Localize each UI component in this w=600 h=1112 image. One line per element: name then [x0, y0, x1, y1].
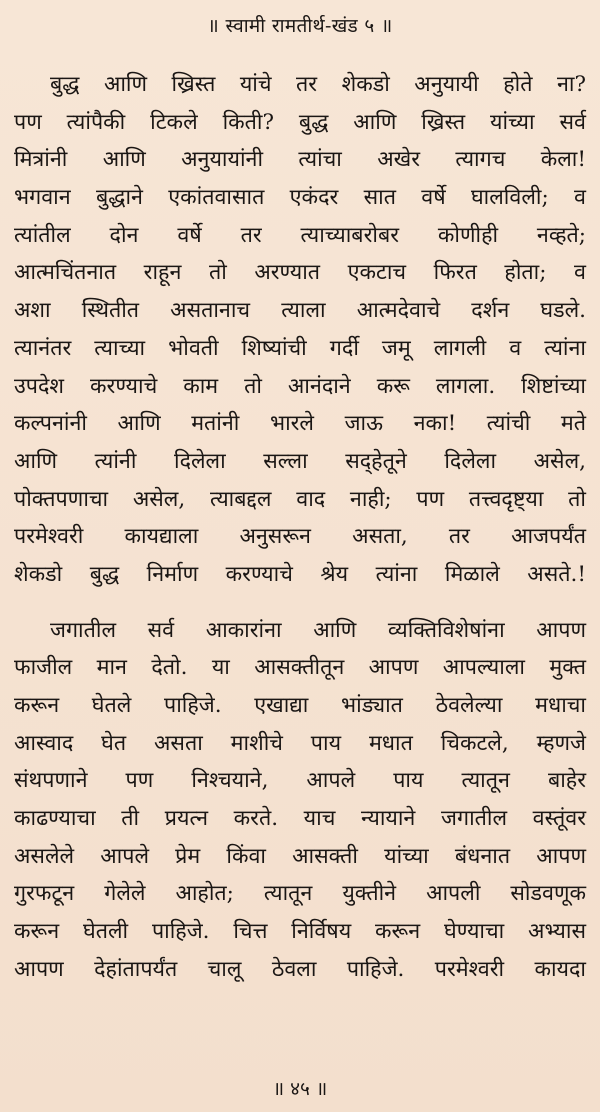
- text-line: जगातील सर्व आकारांना आणि व्यक्तिविशेषांना आपण: [50, 617, 586, 643]
- text-line: आस्वाद घेत असता माशीचे पाय मधात चिकटले, म्हणजे: [14, 730, 586, 756]
- text-line: कल्पनांनी आणि मतांनी भारले जाऊ नका! त्यांची मते: [14, 411, 586, 437]
- text-line: गुरफटून गेलेले आहोत; त्यातून युक्तीने आपली सोडवणूक: [14, 881, 586, 907]
- text-line: पण त्यांपैकी टिकले किती? बुद्ध आणि ख्रिस्त यांच्या सर्व: [14, 109, 586, 135]
- text-line: फाजील मान देतो. या आसक्तीतून आपण आपल्याला मुक्त: [14, 655, 586, 681]
- paragraph-gap: [14, 594, 586, 612]
- text-line: आपण देहांतापर्यंत चालू ठेवला पाहिजे. परमेश्वरी कायदा: [14, 956, 586, 982]
- text-line: मित्रांनी आणि अनुयायांनी त्यांचा अखेर त्यागच केला!: [14, 147, 586, 173]
- text-line: भगवान बुद्धाने एकांतवासात एकंदर सात वर्षे घालविली; व: [14, 185, 586, 211]
- text-line: त्यांतील दोन वर्षे तर त्याच्याबरोबर कोणीही नव्हते;: [14, 222, 586, 248]
- text-line: आत्मचिंतनात राहून तो अरण्यात एकटाच फिरत होता; व: [14, 260, 586, 286]
- paragraph-1: [14, 66, 586, 594]
- running-header: ॥ स्वामी रामतीर्थ-खंड ५ ॥: [207, 15, 393, 37]
- text-line: बुद्ध आणि ख्रिस्त यांचे तर शेकडो अनुयायी होते ना?: [50, 72, 586, 97]
- text-line: पोक्तपणाचा असेल, त्याबद्दल वाद नाही; पण तत्त्वदृष्ट्या तो: [14, 486, 586, 512]
- text-line: शेकडो बुद्ध निर्माण करण्याचे श्रेय त्यांना मिळाले असते.!: [14, 561, 586, 587]
- text-line: करून घेतले पाहिजे. एखाद्या भांड्यात ठेवलेल्या मधाचा: [14, 693, 586, 718]
- body-text: [14, 66, 586, 989]
- paragraph-2: [14, 612, 586, 989]
- text-line: त्यानंतर त्याच्या भोवती शिष्यांची गर्दी जमू लागली व त्यांना: [14, 335, 586, 361]
- text-line: असलेले आपले प्रेम किंवा आसक्ती यांच्या बंधनात आपण: [14, 843, 586, 869]
- text-line: संथपणाने पण निश्चयाने, आपले पाय त्यातून बाहेर: [14, 768, 586, 794]
- text-line: परमेश्वरी कायद्याला अनुसरून असता, तर आजपर्यंत: [14, 524, 586, 550]
- text-line: उपदेश करण्याचे काम तो आनंदाने करू लागला. शिष्टांच्या: [14, 373, 586, 399]
- text-line: काढण्याचा ती प्रयत्न करते. याच न्यायाने जगातील वस्तूंवर: [14, 806, 586, 832]
- text-line: अशा स्थितीत असतानाच त्याला आत्मदेवाचे दर्शन घडले.: [14, 298, 586, 324]
- text-line: करून घेतली पाहिजे. चित्त निर्विषय करून घेण्याचा अभ्यास: [14, 919, 586, 945]
- page-number: ॥ ४५ ॥: [272, 1078, 328, 1100]
- text-line: आणि त्यांनी दिलेला सल्ला सद्‌हेतूने दिलेला असेल,: [14, 448, 586, 474]
